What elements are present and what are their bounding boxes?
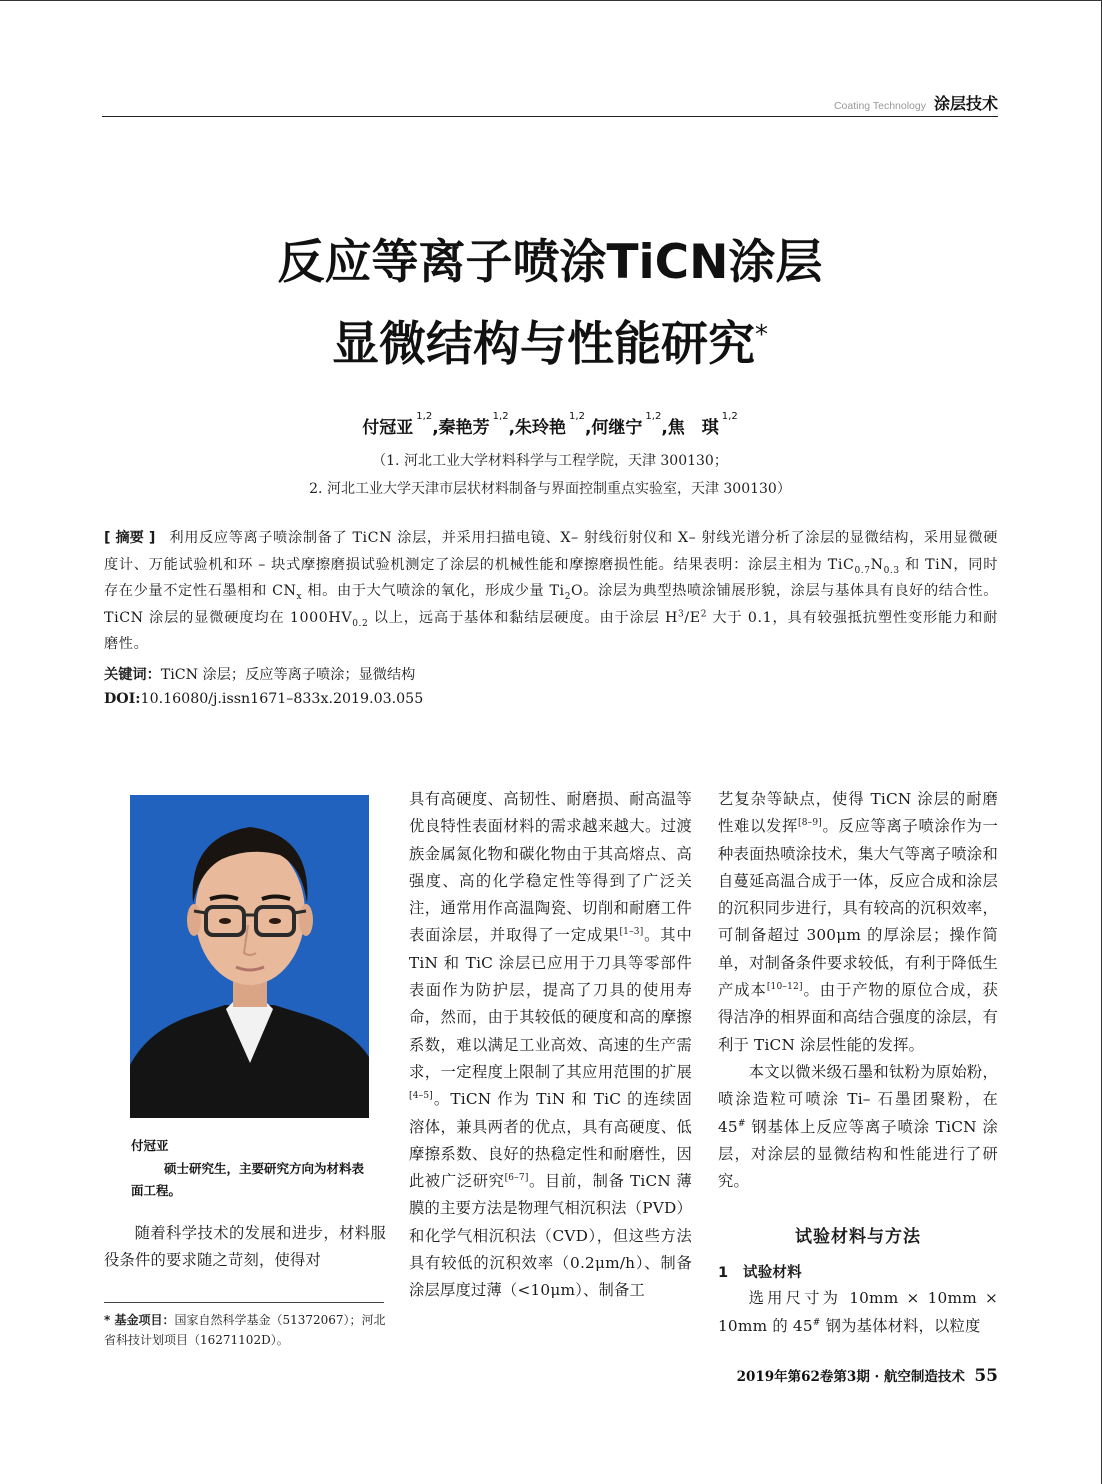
footnote-label: * 基金项目： — [104, 1313, 175, 1327]
keywords-label: 关键词： — [104, 667, 161, 683]
doi-link[interactable]: 10.16080/j.issn1671–833x.2019.03.055 — [140, 691, 424, 707]
column-3 — [718, 786, 998, 1340]
author-photo — [130, 795, 369, 1118]
author-3: 朱玲艳$^{1,2}$ — [515, 411, 585, 438]
abstract-label: [ 摘要 ] — [104, 530, 156, 546]
author-list: 付冠亚$^{1,2}$,秦艳芳$^{1,2}$,朱玲艳$^{1,2}$,何继宁$^{1,2}$,焦 琪$^{1,2}$ — [362, 411, 738, 438]
bio-name: 付冠亚 — [131, 1138, 169, 1153]
title-footnote-mark: * — [755, 320, 768, 350]
affiliation-2: 2. 河北工业大学天津市层状材料制备与界面控制重点实验室，天津 300130） — [309, 481, 791, 497]
citation-6-7[interactable]: [6–7] — [504, 1173, 529, 1184]
journal-footer — [737, 1365, 998, 1386]
intro-paragraph-end: 艺复杂等缺点，使得 TiCN 涂层的耐磨性难以发挥[8–9]。反应等离子喷涂作为一种表面热喷涂技术，集大气等离子喷涂和自蔓延高温合成于一体，反应合成和涂层的沉积同步进行，具有较高的沉积效率，可制备超过 300μm 的厚涂层；操作简单，对制备条件要求较低，有利于降低生产成本[10–12]。由于产物的原位合成，获得洁净的相界面和高结合强度的涂层，有利于 TiCN 涂层性能的发挥。 — [718, 790, 998, 1054]
intro-paragraph-continued: 具有高硬度、高韧性、耐磨损、耐高温等优良特性表面材料的需求越来越大。过渡族金属氮化物和碳化物由于其高熔点、高强度、高的化学稳定性等得到了广泛关注，通常用作高温陶瓷、切削和耐磨工件表面涂层，并取得了一定成果[1–3]。其中 TiN 和 TiC 涂层已应用于刀具等零部件表面作为防护层，提高了刀具的使用寿命，然而，由于其较低的硬度和高的摩擦系数，难以满足工业高效、高速的生产需求，一定程度上限制了其应用范围的扩展[4–5]。TiCN 作为 TiN 和 TiC 的连续固溶体，兼具两者的优点，具有高硬度、低摩擦系数、良好的热稳定性和耐磨性，因此被广泛研究[6–7]。目前，制备 TiCN 薄膜的主要方法是物理气相沉积法（PVD）和化学气相沉积法（CVD），但这些方法具有较低的沉积效率（0.2μm/h）、制备涂层厚度过薄（<10μm）、制备工 — [409, 790, 692, 1300]
author-4: 何继宁$^{1,2}$ — [591, 411, 662, 438]
citation-4-5[interactable]: [4–5] — [409, 1091, 433, 1102]
intro-paragraph-start: 随着科学技术的发展和进步，材料服役条件的要求随之苛刻，使得对 — [104, 1224, 386, 1270]
running-head-cn: 涂层技术 — [933, 94, 998, 113]
author-portrait-image — [130, 795, 369, 1118]
footnote-text: 国家自然科学基金（51372067）；河北省科技计划项目（16271102D）。 — [104, 1313, 386, 1347]
author-5: 焦 琪$^{1,2}$ — [667, 411, 738, 438]
funding-footnote — [104, 1310, 390, 1350]
citation-8-9[interactable]: [8–9] — [798, 818, 822, 829]
running-head — [834, 91, 998, 114]
citation-1-3[interactable]: [1–3] — [619, 927, 644, 938]
doi-label: DOI: — [104, 691, 141, 707]
column-2 — [409, 786, 692, 1305]
subsection-heading-materials: 1 试验材料 — [718, 1265, 802, 1282]
study-aim-paragraph: 本文以微米级石墨和钛粉为原始粉，喷涂造粒可喷涂 Ti– 石墨团聚粉，在 45# 钢基体上反应等离子喷涂 TiCN 涂层，对涂层的显微结构和性能进行了研究。 — [718, 1062, 998, 1191]
citation-10-12[interactable]: [10–12] — [766, 981, 803, 992]
materials-paragraph: 选用尺寸为 10mm × 10mm × 10mm 的 45# 钢为基体材料，以粒度 — [718, 1289, 998, 1335]
section-heading-materials-methods: 试验材料与方法 — [795, 1227, 921, 1248]
running-head-en: Coating Technology — [833, 100, 926, 112]
affiliation-1: （1. 河北工业大学材料科学与工程学院，天津 300130； — [372, 453, 728, 469]
abstract: [ 摘要 ] 利用反应等离子喷涂制备了 TiCN 涂层，并采用扫描电镜、X– 射线衍射仪和 X– 射线光谱分析了涂层的显微结构，采用显微硬度计、万能试验机和环 – 块式摩擦磨损试验机测定了涂层的机械性能和摩擦磨损性能。结果表明：涂层主相为 $TiC_{0.7}N_{0.3}$ 和 TiN，同时存在少量不定性石墨相和 $CN_x$ 相。由于大气喷涂的氧化，形成少量 $Ti_2O$。涂层为典型热喷涂铺展形貌，涂层与基体具有良好的结合性。TiCN 涂层的显微硬度均在 $1000HV_{0.2}$ 以上，远高于基体和黏结层硬度。由于涂层 $H^3/E^2$ 大于 0.1，具有较强抵抗塑性变形能力和耐磨性。 — [104, 530, 998, 652]
bio-description: 硕士研究生，主要研究方向为材料表面工程。 — [131, 1161, 365, 1198]
footer-issue: 2019年第62卷第3期 · 航空制造技术 — [736, 1369, 965, 1385]
column-1 — [104, 1220, 386, 1275]
author-2: 秦艳芳$^{1,2}$ — [438, 411, 509, 438]
keywords-text: TiCN 涂层；反应等离子喷涂；显微结构 — [160, 667, 416, 683]
page-number: 55 — [974, 1366, 998, 1386]
footnote-rule — [104, 1302, 384, 1303]
title-line-1: 反应等离子喷涂TiCN涂层 — [277, 235, 823, 290]
title-line-2: 显微结构与性能研究* — [332, 317, 768, 372]
page-border-top — [0, 0, 1102, 1]
keywords — [104, 664, 998, 684]
article-title — [102, 222, 998, 386]
doi — [104, 691, 423, 707]
author-1: 付冠亚$^{1,2}$ — [362, 411, 433, 438]
header-rule — [102, 116, 998, 117]
